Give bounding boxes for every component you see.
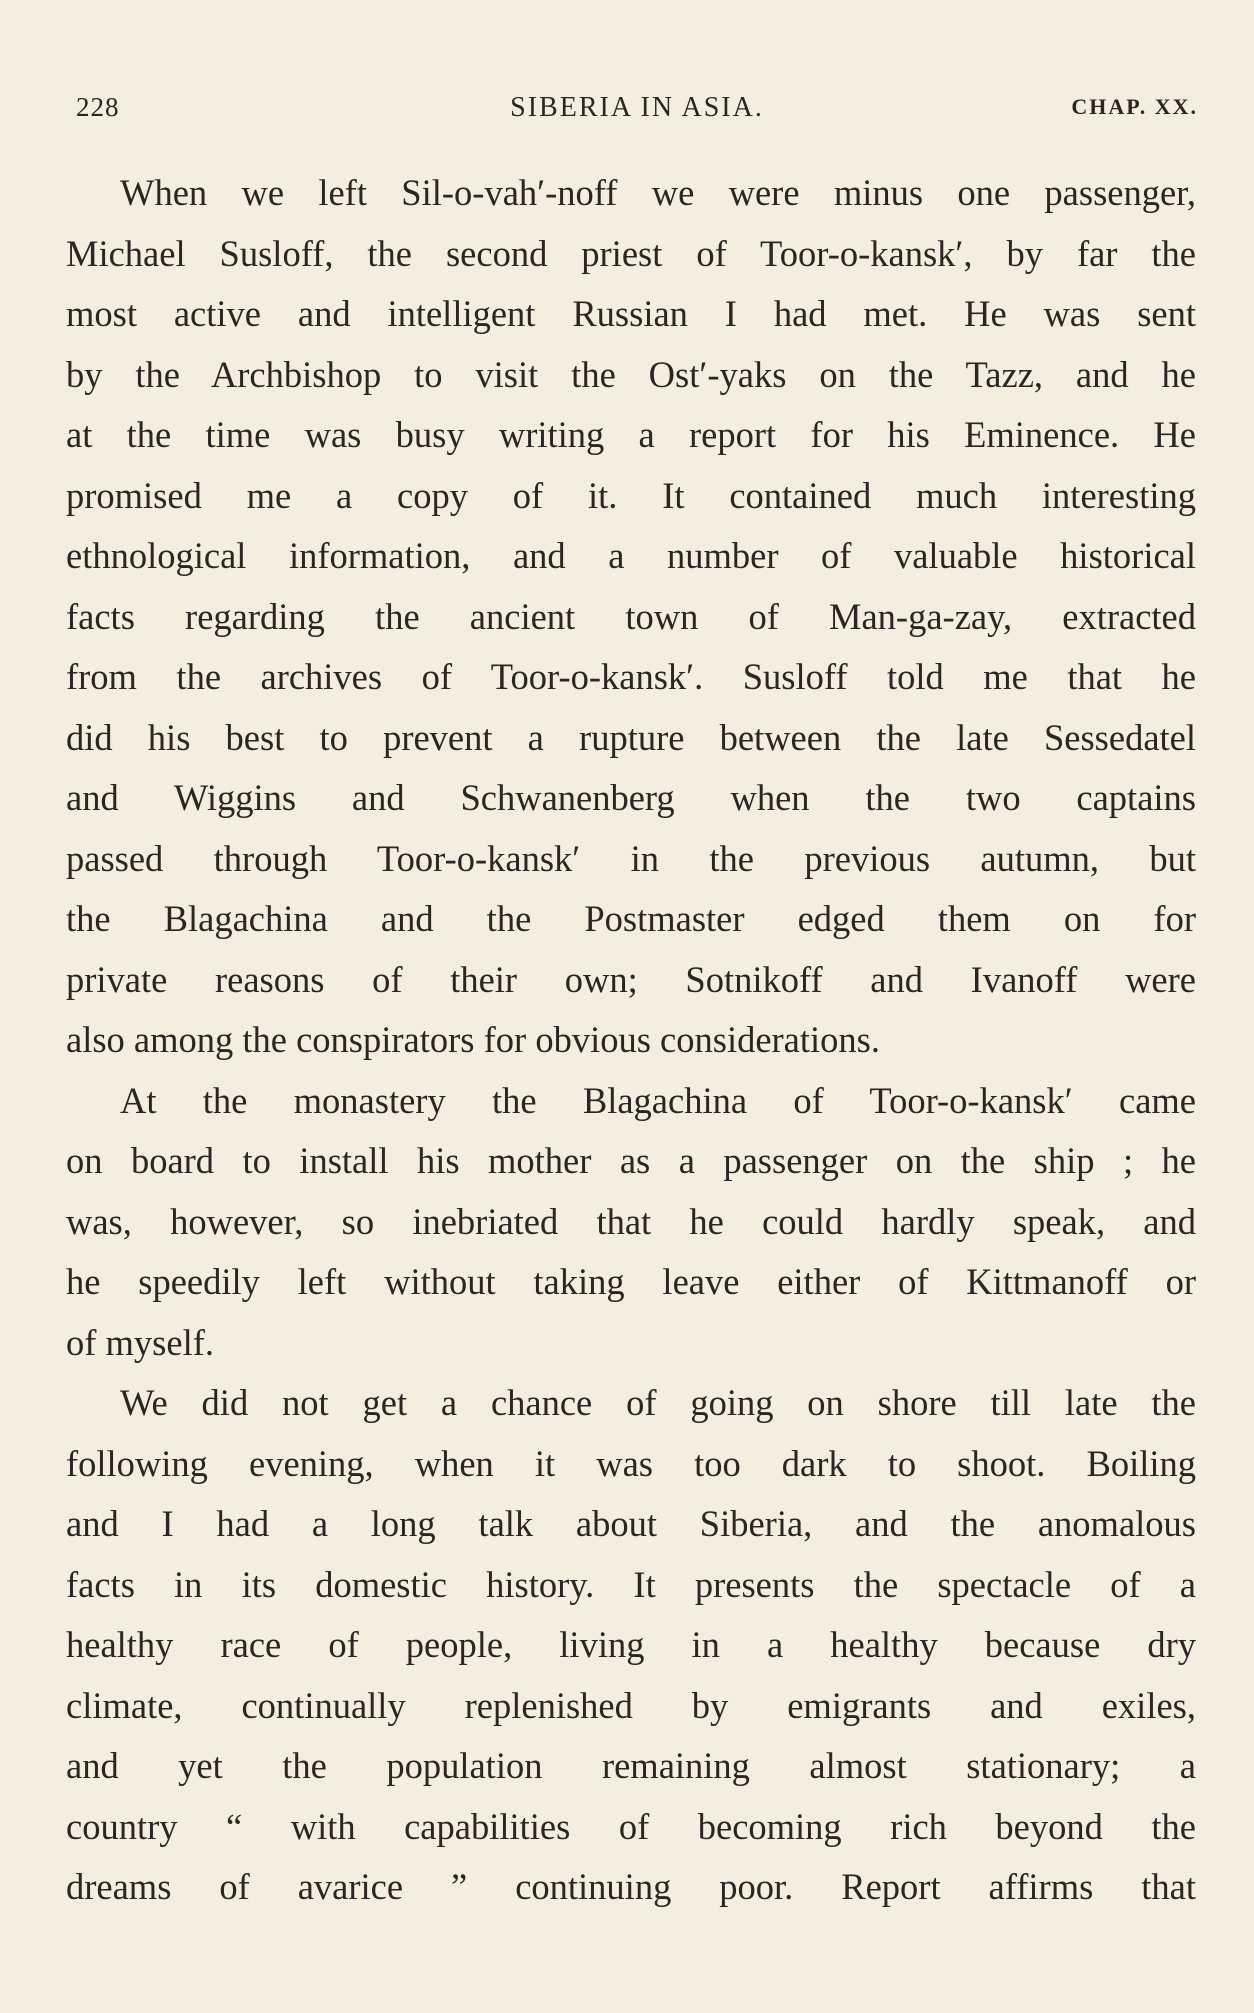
text-line: most active and intelligent Russian I had met. He was sent (66, 293, 1196, 334)
text-line: Michael Susloff, the second priest of Toor-o-kansk′, by far the (66, 232, 1196, 274)
page-header (76, 92, 1198, 132)
text-line: facts regarding the ancient town of Man-ga-zay, extracted (66, 595, 1196, 637)
page-number: 228 (76, 92, 120, 122)
text-line: following evening, when it was too dark to shoot. Boiling (66, 1442, 1196, 1484)
text-line: and Wiggins and Schwanenberg when the two captains (66, 777, 1196, 818)
text-line: of myself. (66, 1321, 214, 1363)
text-line: ethnological information, and a number of valuable historical (66, 535, 1196, 576)
text-line: passed through Toor-o-kansk′ in the previous autumn, but (66, 837, 1196, 879)
text-line: At the monastery the Blagachina of Toor-o-kansk′ came (120, 1079, 1196, 1121)
text-line: promised me a copy of it. It contained much interesting (66, 474, 1196, 516)
text-line: on board to install his mother as a passenger on the ship ; he (66, 1140, 1196, 1181)
text-line: was, however, so inebriated that he could hardly speak, and (66, 1200, 1196, 1242)
text-line: climate, continually replenished by emigrants and exiles, (66, 1684, 1196, 1726)
chapter-label: CHAP. XX. (1071, 94, 1198, 119)
text-line: private reasons of their own; Sotnikoff and Ivanoff were (66, 958, 1196, 1000)
text-line: he speedily left without taking leave either of Kittmanoff or (66, 1261, 1196, 1302)
text-line: also among the conspirators for obvious considerations. (66, 1019, 880, 1060)
paragraph-2 (66, 1071, 1196, 1374)
paragraph-3 (66, 1373, 1196, 1918)
text-line: from the archives of Toor-o-kansk′. Susloff told me that he (66, 656, 1196, 697)
paragraph-1 (66, 163, 1196, 1071)
text-line: at the time was busy writing a report for his Eminence. He (66, 414, 1196, 455)
text-line: the Blagachina and the Postmaster edged them on for (66, 898, 1196, 939)
text-line: and yet the population remaining almost stationary; a (66, 1745, 1196, 1786)
text-line: by the Archbishop to visit the Ost′-yaks on the Tazz, and he (66, 353, 1196, 395)
body-text (66, 163, 1196, 1918)
text-line: facts in its domestic history. It presents the spectacle of a (66, 1563, 1196, 1605)
text-line: dreams of avarice ” continuing poor. Report affirms that (66, 1866, 1196, 1907)
text-line: country “ with capabilities of becoming rich beyond the (66, 1805, 1196, 1847)
text-line: healthy race of people, living in a healthy because dry (66, 1624, 1196, 1665)
text-line: and I had a long talk about Siberia, and the anomalous (66, 1503, 1196, 1544)
text-line: We did not get a chance of going on shore till late the (120, 1382, 1196, 1423)
text-line: did his best to prevent a rupture between the late Sessedatel (66, 716, 1196, 758)
text-line: When we left Sil-o-vah′-noff we were minus one passenger, (120, 172, 1196, 213)
running-title: SIBERIA IN ASIA. (510, 92, 764, 123)
